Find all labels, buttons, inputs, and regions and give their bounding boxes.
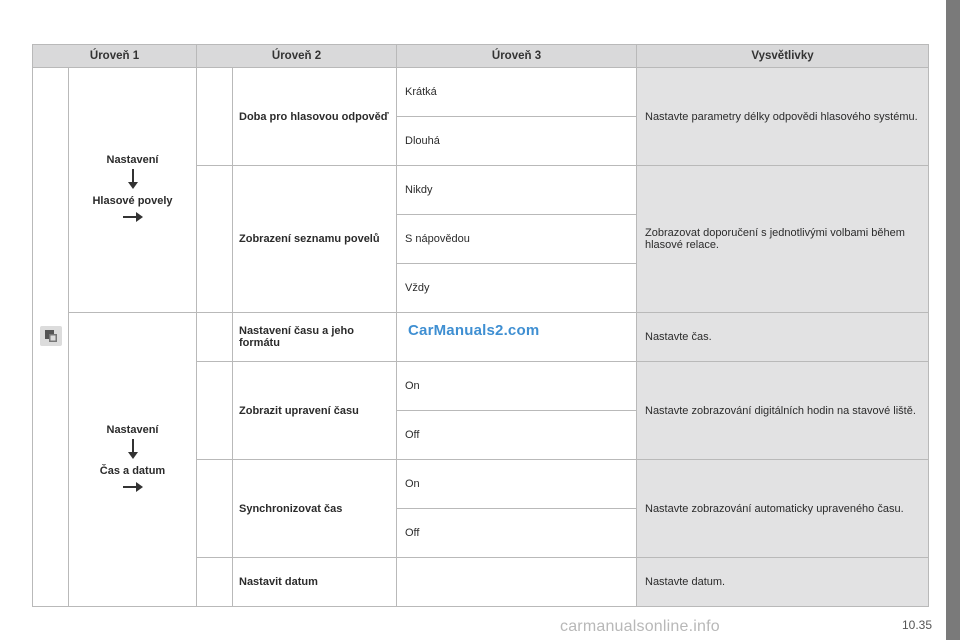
group-time-top: Nastavení <box>106 423 159 436</box>
group-time-bottom: Čas a datum <box>99 464 166 477</box>
arrow-down-icon <box>123 438 143 460</box>
group-time-date <box>69 313 197 607</box>
blank-cell <box>197 166 233 313</box>
blank-cell <box>197 313 233 362</box>
explain-time-format: Nastavte čas. <box>637 313 929 362</box>
level2-set-date: Nastavit datum <box>233 558 397 607</box>
explain-show-time: Nastavte zobrazování digitálních hodin na stavové liště. <box>637 362 929 460</box>
header-level3: Úroveň 3 <box>397 45 637 68</box>
blank-cell <box>197 558 233 607</box>
right-scrollbar[interactable] <box>946 0 960 640</box>
arrow-right-icon <box>121 481 145 493</box>
header-explanation: Vysvětlivky <box>637 45 929 68</box>
table-header-row <box>33 45 929 68</box>
side-cell <box>33 68 69 607</box>
blank-cell <box>197 68 233 166</box>
arrow-down-icon <box>123 168 143 190</box>
header-level2: Úroveň 2 <box>197 45 397 68</box>
option-off: Off <box>397 509 637 558</box>
explain-sync-time: Nastavte zobrazování automaticky upraveného času. <box>637 460 929 558</box>
group-voice-commands <box>69 68 197 313</box>
group-voice-top: Nastavení <box>106 154 159 166</box>
level2-command-list: Zobrazení seznamu povelů <box>233 166 397 313</box>
group-voice-bottom: Hlasové povely <box>92 195 173 207</box>
level2-sync-time: Synchronizovat čas <box>233 460 397 558</box>
page-number: 10.35 <box>901 618 932 632</box>
level2-time-format: Nastavení času a jeho formátu <box>233 313 397 362</box>
option-on: On <box>397 460 637 509</box>
option-long: Dlouhá <box>397 117 637 166</box>
explain-command-list: Zobrazovat doporučení s jednotlivými volbami během hlasové relace. <box>637 166 929 313</box>
level2-show-time: Zobrazit upravení času <box>233 362 397 460</box>
explain-voice-response: Nastavte parametry délky odpovědi hlasového systému. <box>637 68 929 166</box>
option-off: Off <box>397 411 637 460</box>
header-level1: Úroveň 1 <box>33 45 197 68</box>
option-short: Krátká <box>397 68 637 117</box>
empty-option <box>397 558 637 607</box>
option-on: On <box>397 362 637 411</box>
arrow-right-icon <box>121 211 145 223</box>
watermark: CarManuals2.com <box>408 322 540 339</box>
footer-watermark: carmanualsonline.info <box>560 618 720 635</box>
option-never: Nikdy <box>397 166 637 215</box>
blank-cell <box>197 460 233 558</box>
blank-cell <box>197 362 233 460</box>
settings-icon <box>40 326 62 346</box>
table-row <box>33 68 929 117</box>
level2-voice-response: Doba pro hlasovou odpověď <box>233 68 397 166</box>
option-with-help: S nápovědou <box>397 215 637 264</box>
explain-set-date: Nastavte datum. <box>637 558 929 607</box>
option-always: Vždy <box>397 264 637 313</box>
